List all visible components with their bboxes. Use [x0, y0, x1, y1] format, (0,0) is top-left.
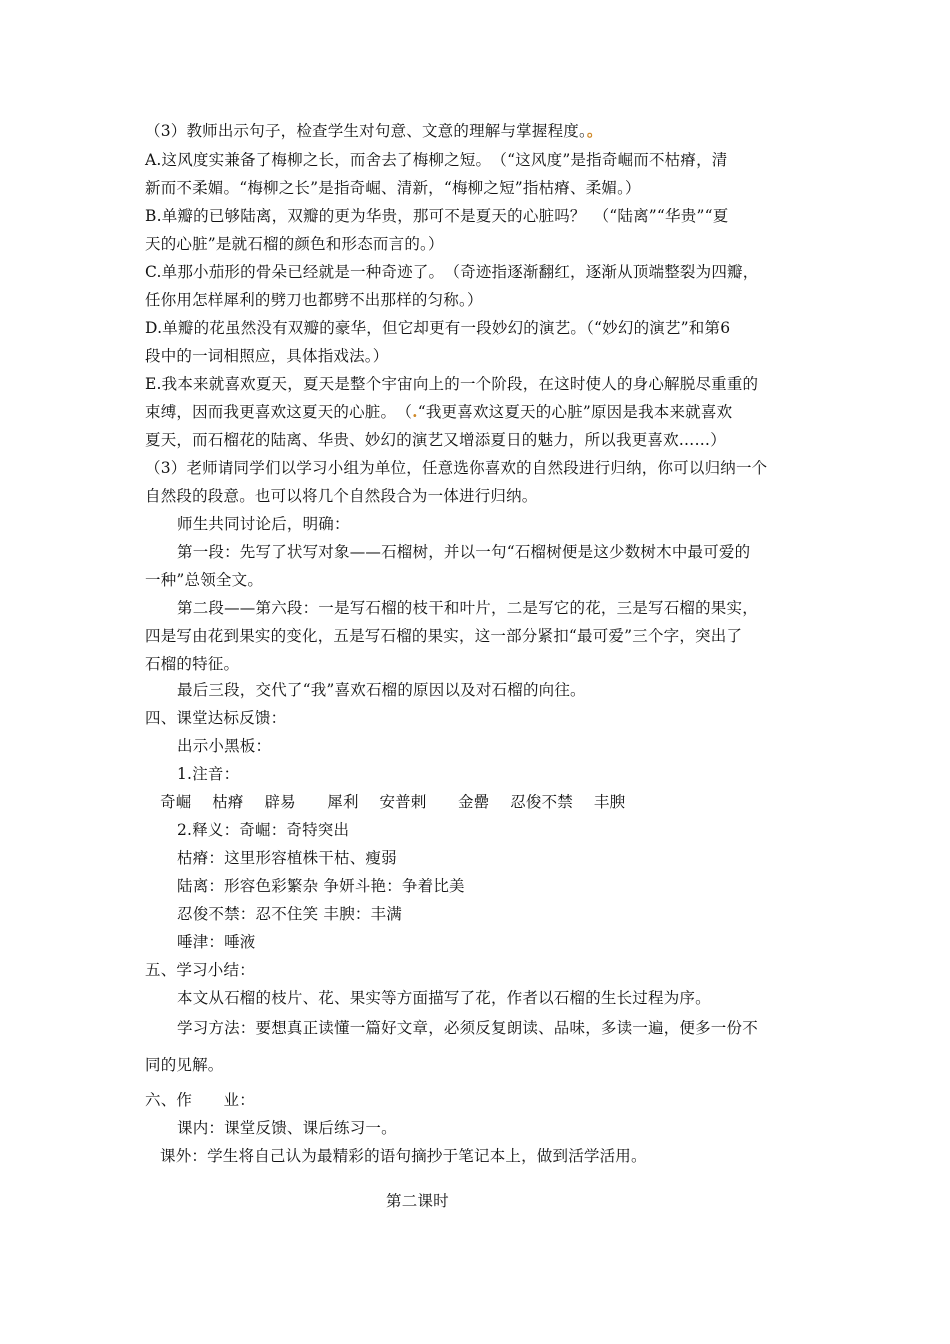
text-line: 2.释义：奇崛：奇特突出 [177, 821, 350, 839]
text-line: 第二段——第六段：一是写石榴的枝干和叶片，二是写它的花，三是写石榴的果实， [177, 599, 758, 617]
text-line: 同的见解。 [145, 1056, 224, 1074]
text-line: 陆离：形容色彩繁杂 争妍斗艳：争着比美 [177, 877, 465, 895]
text-line: 出示小黑板： [177, 737, 272, 755]
text-line: 第一段：先写了状写对象——石榴树，并以一句“石榴树便是这少数树木中最可爱的 [177, 543, 751, 561]
text-line: 四是写由花到果实的变化，五是写石榴的果实，这一部分紧扣“最可爱”三个字，突出了 [145, 627, 743, 645]
text-line: 天的心脏”是就石榴的颜色和形态而言的。） [145, 235, 444, 253]
text-line: 唾津：唾液 [177, 933, 256, 951]
text-line: D.单瓣的花虽然没有双瓣的豪华，但它却更有一段妙幻的演艺。（“妙幻的演艺”和第6 [145, 319, 731, 337]
text-line: （3）老师请同学们以学习小组为单位，任意选你喜欢的自然段进行归纳，你可以归纳一个 [145, 459, 768, 477]
text-line: 自然段的段意。也可以将几个自然段合为一体进行归纳。 [145, 487, 538, 505]
text-line: 段中的一词相照应，具体指戏法。） [145, 347, 389, 365]
text-line: C.单那小茄形的骨朵已经就是一种奇迹了。 （奇迹指逐渐翻红，逐渐从顶端整裂为四瓣， [145, 263, 759, 281]
text-line: 学习方法：要想真正读懂一篇好文章，必须反复朗读、品味，多读一遍，便多一份不 [177, 1019, 758, 1037]
text-line: 夏天，而石榴花的陆离、华贵、妙幻的演艺又增添夏日的魅力，所以我更喜欢……） [145, 431, 726, 449]
text-line: 最后三段，交代了“我”喜欢石榴的原因以及对石榴的向往。 [177, 681, 586, 699]
section-heading: 四、课堂达标反馈： [145, 709, 287, 727]
section-heading: 五、学习小结： [145, 961, 255, 979]
text-line: 课外：学生将自己认为最精彩的语句摘抄于笔记本上，做到活学活用。 [160, 1147, 647, 1165]
text-line: 新而不柔媚。“梅柳之长”是指奇崛、清新，“梅柳之短”指枯瘠、柔媚。） [145, 179, 641, 197]
text-line: 一种”总领全文。 [145, 571, 264, 589]
text-line: 忍俊不禁：忍不住笑 丰腴：丰满 [177, 905, 402, 923]
text-line: 本文从石榴的枝片、花、果实等方面描写了花，作者以石榴的生长过程为序。 [177, 989, 711, 1007]
text-line: E.我本来就喜欢夏天，夏天是整个宇宙向上的一个阶段，在这时使人的身心解脱尽重重的 [145, 375, 759, 393]
text-line: 任你用怎样犀利的劈刀也都劈不出那样的匀称。） [145, 291, 483, 309]
vocab-list: 奇崛 枯瘠 辟易 犀利 安普剌 金罍 忍俊不禁 丰腴 [160, 793, 626, 811]
section-heading: 六、作 业： [145, 1091, 255, 1109]
lesson-title: 第二课时 [386, 1192, 449, 1210]
text-line: 师生共同讨论后，明确： [177, 515, 350, 533]
text-line: 1.注音： [177, 765, 240, 783]
text-line: 石榴的特征。 [145, 655, 240, 673]
text-line: （3）教师出示句子，检查学生对句意、文意的理解与掌握程度。。 [145, 121, 603, 140]
text-line: 束缚，因而我更喜欢这夏天的心脏。 （.“我更喜欢这夏天的心脏”原因是我本来就喜欢 [145, 402, 733, 421]
text-line: 课内：课堂反馈、课后练习一。 [177, 1119, 397, 1137]
text-line: 枯瘠：这里形容植株干枯、瘦弱 [177, 849, 397, 867]
text-line: A.这风度实兼备了梅柳之长，而舍去了梅柳之短。 （“这风度”是指奇崛而不枯瘠，清 [145, 151, 728, 169]
text-line: B.单瓣的已够陆离，双瓣的更为华贵，那可不是夏天的心脏吗？ （“陆离”“华贵”“夏 [145, 207, 729, 225]
